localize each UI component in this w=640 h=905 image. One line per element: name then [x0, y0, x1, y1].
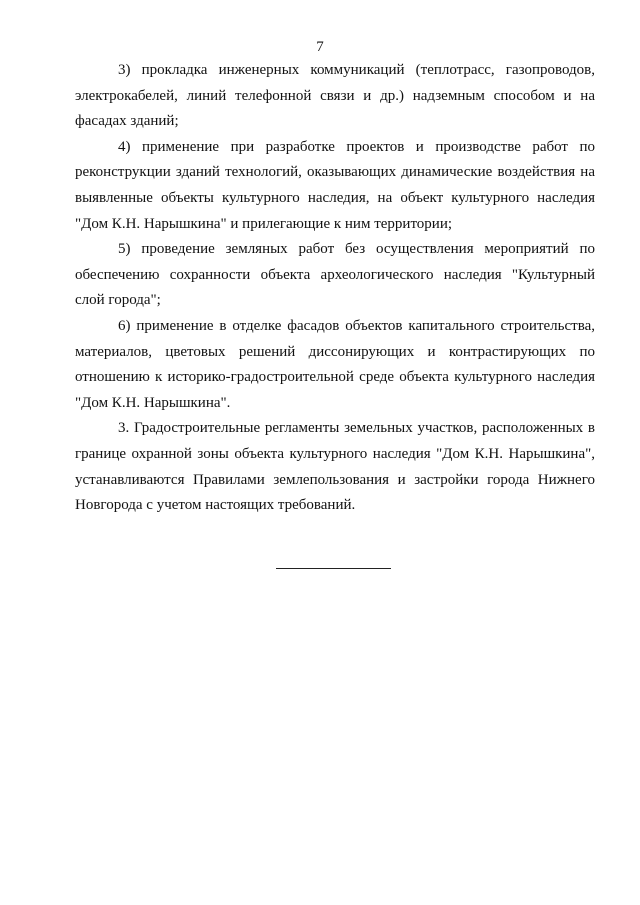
list-item-earthworks: 5) проведение земляных работ без осуществления мероприятий по обеспечению сохранности объекта археологического наследия "Культурный слой города";: [75, 241, 595, 309]
page-number: 7: [316, 39, 324, 55]
list-item-overhead-utilities: 3) прокладка инженерных коммуникаций (теплотрасс, газопроводов, электрокабелей, линий телефонной связи и др.) надземным способом и на фасадах зданий;: [75, 62, 595, 130]
list-item-dynamic-technologies: 4) применение при разработке проектов и производстве работ по реконструкции зданий технологий, оказывающих динамические воздействия на выявленные объекты культурного наследия, на объект культурного наследия "Дом К.Н. Нарышкина" и прилегающие к ним территории;: [75, 138, 595, 232]
list-item-facade-finishing: 6) применение в отделке фасадов объектов капитального строительства, материалов, цветовых решений диссонирующих и контрастирующих по отношению к историко-градостроительной среде объекта культурного наследия "Дом К.Н. Нарышкина".: [75, 317, 595, 411]
paragraph-urban-regulations: 3. Градостроительные регламенты земельных участков, расположенных в границе охранной зоны объекта культурного наследия "Дом К.Н. Нарышкина", устанавливаются Правилами землепользования и застройки города Нижнего Новгорода с учетом настоящих требований.: [75, 420, 595, 514]
end-of-document-divider: [276, 568, 391, 569]
document-body: [75, 58, 595, 519]
